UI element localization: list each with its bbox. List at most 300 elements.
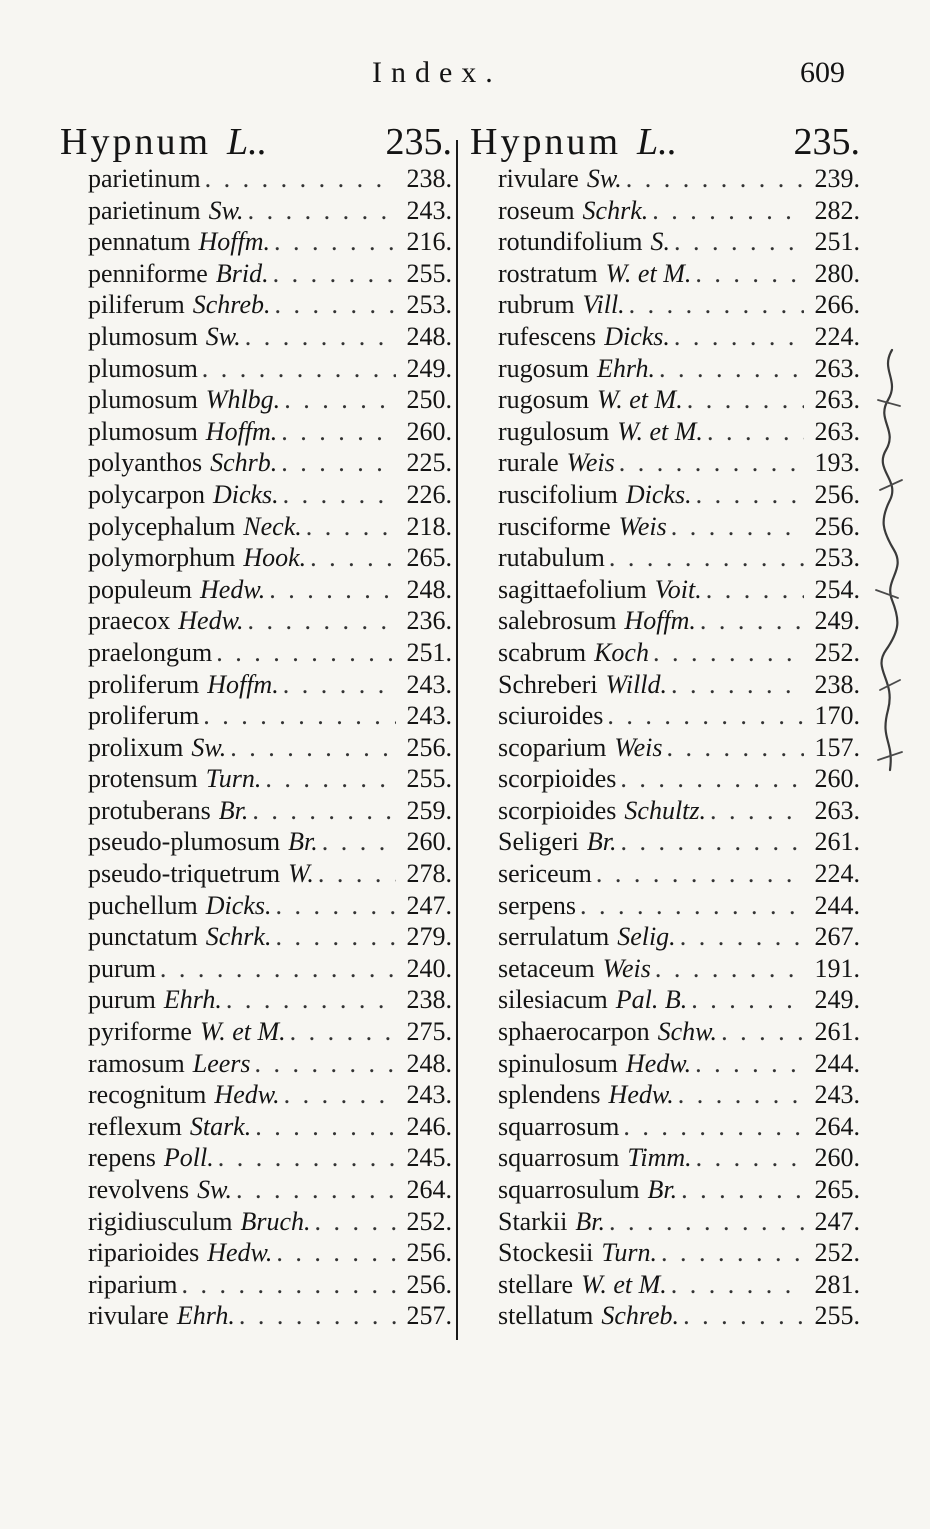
index-entry <box>498 1112 860 1144</box>
dot-leader <box>284 385 396 415</box>
entry-author: W. <box>288 859 314 889</box>
index-entry <box>88 1270 452 1302</box>
entry-author: Sw. <box>208 195 244 225</box>
entry-author: Stark. <box>189 1111 252 1141</box>
entry-author: Hedw. <box>207 1238 273 1268</box>
index-entry <box>88 385 452 417</box>
entry-page: 224. <box>814 859 860 889</box>
entry-term: revolvens <box>88 1175 190 1204</box>
entry-author: Timm. <box>627 1143 692 1173</box>
dot-leader <box>226 985 396 1015</box>
entry-page: 238. <box>406 164 452 193</box>
dot-leader <box>621 827 805 857</box>
index-entry <box>88 827 452 859</box>
entry-term: Stockesii <box>498 1238 594 1268</box>
dot-leader <box>607 701 804 731</box>
index-entry <box>498 322 860 354</box>
entry-author: Willd. <box>605 669 668 699</box>
genus-authority: L.. <box>227 121 268 163</box>
entry-page: 243. <box>406 701 452 731</box>
entry-author: Schrb. <box>210 448 278 478</box>
index-entry <box>88 1080 452 1112</box>
index-entry <box>498 480 860 512</box>
entry-page: 248. <box>406 574 452 604</box>
entry-author: Schw. <box>657 1017 718 1047</box>
entry-term: squarrosum <box>498 1111 620 1141</box>
right-entry-list <box>470 164 860 1333</box>
entry-term: Seligeri <box>498 827 579 857</box>
entry-author: Br. <box>647 1175 678 1204</box>
entry-page: 266. <box>814 290 860 320</box>
index-entry <box>498 512 860 544</box>
entry-author: Br. <box>575 1206 605 1236</box>
dot-leader <box>281 417 396 447</box>
index-entry <box>88 1112 452 1144</box>
entry-page: 253. <box>406 290 452 320</box>
entry-author: Vill. <box>582 290 625 320</box>
entry-term: rubrum <box>498 290 575 320</box>
entry-page: 261. <box>814 1017 860 1047</box>
entry-page: 226. <box>406 479 452 509</box>
entry-page: 249. <box>814 606 860 636</box>
index-entry <box>498 290 860 322</box>
entry-author: Dicks. <box>604 321 670 351</box>
entry-page: 261. <box>814 827 860 857</box>
entry-term: prolixum <box>88 732 184 762</box>
entry-author: Br. <box>288 827 318 857</box>
dot-leader <box>310 543 396 573</box>
entry-term: setaceum <box>498 953 595 983</box>
entry-page: 225. <box>406 448 452 478</box>
entry-term: sagittaefolium <box>498 574 647 604</box>
entry-term: splendens <box>498 1080 601 1110</box>
dot-leader <box>680 922 804 952</box>
index-entry <box>88 196 452 228</box>
entry-term: pennatum <box>88 227 191 257</box>
entry-author: W. et M. <box>605 258 692 288</box>
dot-leader <box>216 638 396 668</box>
index-entry <box>88 606 452 638</box>
column-divider <box>456 140 458 1340</box>
dot-leader <box>671 670 804 700</box>
dot-leader <box>283 480 396 510</box>
entry-term: spinulosum <box>498 1048 618 1078</box>
dot-leader <box>275 922 396 952</box>
dot-leader <box>609 1207 804 1237</box>
entry-term: scabrum <box>498 637 587 667</box>
entry-term: ramosum <box>88 1048 185 1078</box>
entry-page: 249. <box>814 985 860 1015</box>
entry-author: Turn. <box>601 1238 657 1268</box>
dot-leader <box>683 1301 804 1331</box>
entry-page: 275. <box>406 1017 452 1047</box>
entry-page: 252. <box>814 1238 860 1268</box>
entry-term: rivulare <box>88 1301 169 1331</box>
entry-page: 244. <box>814 1048 860 1078</box>
index-entry <box>498 827 860 859</box>
index-entry <box>498 733 860 765</box>
entry-author: Hedw. <box>178 606 244 636</box>
index-entry <box>88 733 452 765</box>
entry-author: Dicks. <box>625 479 692 509</box>
entry-author: Ehrh. <box>163 985 222 1015</box>
entry-author: Sw. <box>205 321 241 351</box>
dot-leader <box>245 322 396 352</box>
dot-leader <box>696 1143 804 1173</box>
entry-author: W. et M. <box>581 1269 667 1299</box>
entry-author: Weis <box>618 511 667 541</box>
dot-leader <box>721 1017 804 1047</box>
dot-leader <box>290 1017 396 1047</box>
dot-leader <box>273 259 396 289</box>
dot-leader <box>687 385 804 415</box>
entry-author: W. et M. <box>199 1017 286 1047</box>
index-entry <box>498 196 860 228</box>
entry-author: Neck. <box>243 511 302 541</box>
dot-leader <box>276 1238 396 1268</box>
index-entry <box>88 575 452 607</box>
index-entry <box>88 922 452 954</box>
entry-page: 265. <box>406 543 452 573</box>
entry-author: Poll. <box>163 1143 214 1173</box>
entry-term: piliferum <box>88 290 185 320</box>
entry-term: reflexum <box>88 1111 182 1141</box>
dot-leader <box>626 164 804 194</box>
dot-leader <box>609 543 804 573</box>
entry-term: rotundifolium <box>498 227 643 257</box>
entry-term: plumosum <box>88 353 198 383</box>
index-entry <box>88 227 452 259</box>
dot-leader <box>160 954 396 984</box>
entry-page: 251. <box>814 227 860 257</box>
entry-page: 170. <box>814 701 860 731</box>
entry-term: proliferum <box>88 701 200 731</box>
index-entry <box>498 670 860 702</box>
entry-term: serpens <box>498 890 576 920</box>
entry-term: penniforme <box>88 258 208 288</box>
entry-author: Hoffm. <box>205 416 278 446</box>
entry-page: 238. <box>406 985 452 1015</box>
entry-term: rostratum <box>498 258 598 288</box>
entry-author: Hoffm. <box>198 227 271 257</box>
entry-author: Whlbg. <box>205 385 281 415</box>
handwritten-margin-note <box>870 340 910 780</box>
index-entry <box>88 764 452 796</box>
entry-term: plumosum <box>88 416 198 446</box>
dot-leader <box>281 448 396 478</box>
entry-page: 254. <box>814 574 860 604</box>
entry-page: 256. <box>406 1238 452 1268</box>
index-entry <box>88 1238 452 1270</box>
entry-page: 278. <box>406 859 452 889</box>
index-entry <box>498 1207 860 1239</box>
entry-page: 239. <box>814 164 860 193</box>
index-entry <box>88 859 452 891</box>
entry-author: Dicks. <box>205 890 272 920</box>
entry-page: 260. <box>814 1143 860 1173</box>
dot-leader <box>695 1049 804 1079</box>
entry-term: sericeum <box>498 859 592 889</box>
entry-author: Selig. <box>617 922 676 952</box>
dot-leader <box>652 196 804 226</box>
entry-author: Sw. <box>197 1175 233 1204</box>
index-entry <box>88 259 452 291</box>
entry-page: 247. <box>406 890 452 920</box>
dot-leader <box>202 354 396 384</box>
index-entry <box>498 259 860 291</box>
index-entry <box>498 891 860 923</box>
entry-page: 260. <box>406 827 452 857</box>
left-entry-list <box>60 164 452 1333</box>
entry-term: rutabulum <box>498 543 605 573</box>
dot-leader <box>236 1175 396 1205</box>
dot-leader <box>596 859 804 889</box>
entry-term: protensum <box>88 764 198 794</box>
entry-page: 267. <box>814 922 860 952</box>
entry-author: W. et M. <box>597 385 683 415</box>
dot-leader <box>205 164 396 194</box>
entry-page: 246. <box>406 1111 452 1141</box>
index-entry <box>498 1143 860 1175</box>
entry-author: Voit. <box>654 574 702 604</box>
index-entry <box>498 1049 860 1081</box>
left-column <box>60 120 452 1333</box>
dot-leader <box>275 290 397 320</box>
index-entry <box>498 1080 860 1112</box>
entry-page: 224. <box>814 321 860 351</box>
dot-leader <box>248 196 396 226</box>
entry-page: 281. <box>814 1269 860 1299</box>
entry-page: 256. <box>406 732 452 762</box>
entry-term: Schreberi <box>498 669 598 699</box>
entry-term: roseum <box>498 195 575 225</box>
entry-page: 238. <box>814 669 860 699</box>
entry-term: parietinum <box>88 195 201 225</box>
entry-page: 260. <box>406 416 452 446</box>
entry-term: pyriforme <box>88 1017 192 1047</box>
entry-author: Schrk. <box>205 922 272 952</box>
running-title: Index. <box>372 56 502 89</box>
dot-leader <box>283 670 396 700</box>
entry-author: Weis <box>614 732 663 762</box>
index-entry <box>498 1301 860 1333</box>
entry-term: scorpioides <box>498 795 617 825</box>
index-entry <box>88 480 452 512</box>
entry-term: polycarpon <box>88 479 205 509</box>
index-entry <box>498 764 860 796</box>
index-entry <box>88 1175 452 1207</box>
dot-leader <box>255 1049 396 1079</box>
dot-leader <box>275 891 396 921</box>
entry-page: 248. <box>406 1048 452 1078</box>
entry-author: Ehrh. <box>176 1301 235 1331</box>
entry-author: Schreb. <box>192 290 271 320</box>
entry-term: recognitum <box>88 1080 207 1110</box>
entry-page: 245. <box>406 1143 452 1173</box>
entry-page: 218. <box>406 511 452 541</box>
index-entry <box>498 227 860 259</box>
entry-term: rugosum <box>498 385 589 415</box>
entry-author: Dicks. <box>212 479 279 509</box>
index-entry <box>498 701 860 733</box>
index-entry <box>498 606 860 638</box>
dot-leader <box>284 1080 396 1110</box>
dot-leader <box>619 448 804 478</box>
index-entry <box>498 1175 860 1207</box>
entry-term: rufescens <box>498 321 597 351</box>
dot-leader <box>681 1175 804 1205</box>
dot-leader <box>700 606 804 636</box>
entry-term: Starkii <box>498 1206 568 1236</box>
entry-author: Ehrh. <box>597 353 656 383</box>
dot-leader <box>659 354 804 384</box>
entry-page: 249. <box>406 353 452 383</box>
entry-page: 240. <box>406 953 452 983</box>
entry-term: rusciforme <box>498 511 611 541</box>
entry-term: proliferum <box>88 669 200 699</box>
entry-author: Turn. <box>205 764 262 794</box>
index-entry <box>498 796 860 828</box>
dot-leader <box>306 512 396 542</box>
index-entry <box>88 638 452 670</box>
entry-page: 216. <box>406 227 452 257</box>
index-entry <box>88 417 452 449</box>
entry-author: Hook. <box>243 543 307 573</box>
entry-author: Schreb. <box>601 1301 680 1331</box>
index-entry <box>88 448 452 480</box>
entry-author: Pal. B. <box>615 985 688 1015</box>
dot-leader <box>707 417 804 447</box>
entry-term: salebrosum <box>498 606 617 636</box>
entry-page: 255. <box>814 1301 860 1331</box>
index-entry <box>88 701 452 733</box>
entry-page: 248. <box>406 321 452 351</box>
index-entry <box>88 290 452 322</box>
entry-term: repens <box>88 1143 156 1173</box>
entry-term: rugulosum <box>498 416 610 446</box>
entry-page: 247. <box>814 1206 860 1236</box>
entry-author: Sw. <box>191 732 227 762</box>
genus-page: 235. <box>793 121 860 163</box>
entry-author: Schrk. <box>582 195 649 225</box>
dot-leader <box>674 322 804 352</box>
index-entry <box>88 1207 452 1239</box>
entry-page: 256. <box>814 479 860 509</box>
entry-term: purum <box>88 953 156 983</box>
index-entry <box>88 796 452 828</box>
dot-leader <box>203 701 396 731</box>
running-head <box>0 50 930 100</box>
entry-term: purum <box>88 985 156 1015</box>
entry-page: 244. <box>814 890 860 920</box>
entry-author: Br. <box>218 795 249 825</box>
entry-page: 263. <box>814 385 860 415</box>
entry-page: 243. <box>406 1080 452 1110</box>
entry-author: Weis <box>566 448 615 478</box>
index-entry <box>498 954 860 986</box>
entry-term: praecox <box>88 606 171 636</box>
index-entry <box>88 985 452 1017</box>
page-number: 609 <box>800 56 845 89</box>
entry-page: 193. <box>814 448 860 478</box>
index-entry <box>88 354 452 386</box>
entry-author: Hedw. <box>625 1048 692 1078</box>
handwriting-scribble-icon <box>870 340 910 780</box>
dot-leader <box>265 764 396 794</box>
index-entry <box>88 322 452 354</box>
entry-author: Hedw. <box>214 1080 280 1110</box>
dot-leader <box>230 733 396 763</box>
entry-author: Hoffm. <box>624 606 696 636</box>
dot-leader <box>666 733 804 763</box>
entry-author: Schultz. <box>624 795 707 825</box>
index-entry <box>498 385 860 417</box>
dot-leader <box>314 1207 396 1237</box>
index-entry <box>498 1238 860 1270</box>
entry-author: W. et M. <box>617 416 703 446</box>
entry-term: rigidiusculum <box>88 1206 233 1236</box>
right-column-header <box>470 120 860 164</box>
entry-term: plumosum <box>88 385 198 415</box>
entry-page: 236. <box>406 606 452 636</box>
entry-author: Leers <box>192 1048 251 1078</box>
index-entry <box>88 1143 452 1175</box>
entry-author: Koch <box>594 637 649 667</box>
dot-leader <box>671 512 804 542</box>
entry-page: 282. <box>814 195 860 225</box>
index-entry <box>498 1017 860 1049</box>
entry-term: rugosum <box>498 353 589 383</box>
entry-page: 263. <box>814 416 860 446</box>
entry-page: 263. <box>814 795 860 825</box>
entry-page: 280. <box>814 258 860 288</box>
dot-leader <box>274 227 396 257</box>
entry-author: Hoffm. <box>207 669 279 699</box>
dot-leader <box>620 764 804 794</box>
dot-leader <box>252 796 396 826</box>
genus-name: Hypnum <box>60 121 211 163</box>
dot-leader <box>671 1270 804 1300</box>
dot-leader <box>239 1301 396 1331</box>
index-entry <box>498 922 860 954</box>
entry-page: 250. <box>406 385 452 415</box>
entry-page: 191. <box>814 953 860 983</box>
dot-leader <box>318 859 396 889</box>
entry-author: Weis <box>602 953 651 983</box>
entry-term: sciuroides <box>498 701 604 731</box>
entry-author: Hedw. <box>200 574 266 604</box>
dot-leader <box>695 259 804 289</box>
entry-term: rurale <box>498 448 559 478</box>
entry-page: 264. <box>406 1175 452 1204</box>
entry-term: praelongum <box>88 637 213 667</box>
dot-leader <box>653 638 804 668</box>
index-entry <box>88 954 452 986</box>
entry-page: 260. <box>814 764 860 794</box>
entry-author: Br. <box>586 827 617 857</box>
index-entry <box>88 891 452 923</box>
dot-leader <box>691 985 804 1015</box>
index-entry <box>498 575 860 607</box>
entry-page: 255. <box>406 764 452 794</box>
entry-page: 256. <box>406 1269 452 1299</box>
index-entry <box>88 1017 452 1049</box>
dot-leader <box>696 480 804 510</box>
entry-term: polycephalum <box>88 511 236 541</box>
index-entry <box>498 543 860 575</box>
dot-leader <box>182 1270 396 1300</box>
entry-term: parietinum <box>88 164 201 193</box>
